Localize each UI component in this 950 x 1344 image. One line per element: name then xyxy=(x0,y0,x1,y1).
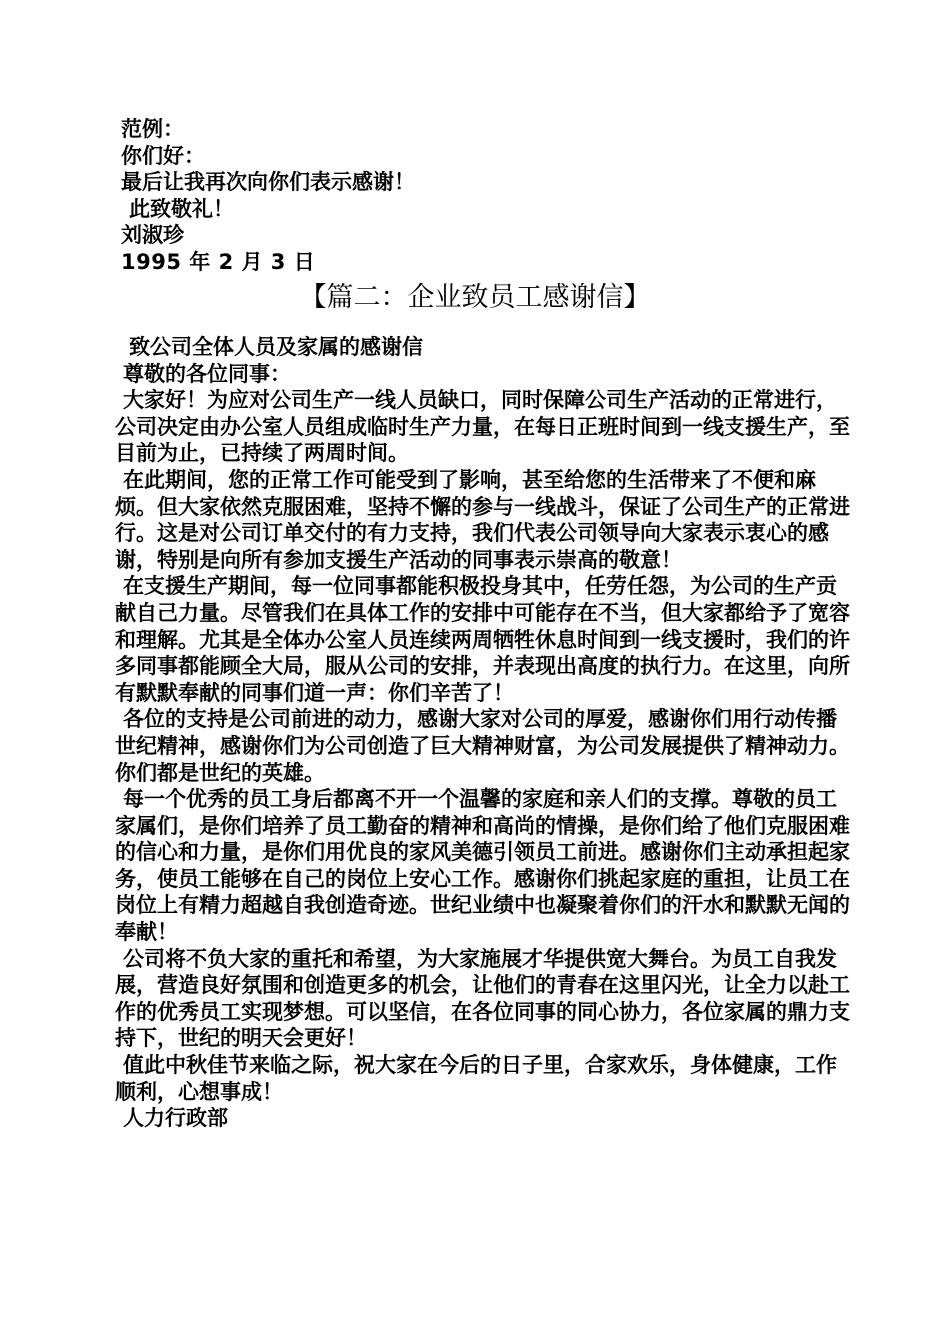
letter-paragraph: 大家好！为应对公司生产一线人员缺口，同时保障公司生产活动的正常进行，公司决定由办公室人员组成临时生产力量，在每日正班时间到一线支援生产，至目前为止，已持续了两周时间。 xyxy=(115,388,850,466)
example-label: 范例： xyxy=(121,117,184,141)
letter-date: 1995 年 2 月 3 日 xyxy=(121,249,316,274)
greeting-line: 你们好： xyxy=(121,143,205,168)
letter-paragraph: 各位的支持是公司前进的动力，感谢大家对公司的厚爱，感谢你们用行动传播世纪精神，感谢你们为公司创造了巨大精神财富，为公司发展提供了精神动力。你们都是世纪的英雄。 xyxy=(115,707,850,785)
letter-paragraph: 每一个优秀的员工身后都离不开一个温馨的家庭和亲人们的支撑。尊敬的员工家属们，是你们培养了员工勤奋的精神和高尚的情操，是你们给了他们克服困难的信心和力量，是你们用优良的家风美德引领员工前进。感谢你们主动承担起家务，使员工能够在自己的岗位上安心工作。感谢你们挑起家庭的重担，让员工在岗位上有精力超越自我创造奇迹。世纪业绩中也凝聚着你们的汗水和默默无闻的奉献！ xyxy=(115,787,850,945)
example-block xyxy=(121,116,841,275)
section-title: 【篇二：企业致员工感谢信】 xyxy=(299,282,651,313)
letter-paragraph: 在此期间，您的正常工作可能受到了影响，甚至给您的生活带来了不便和麻烦。但大家依然克服困难，坚持不懈的参与一线战斗，保证了公司生产的正常进行。这是对公司订单交付的有力支持，我们代表公司领导向大家表示衷心的感谢，特别是向所有参加支援生产活动的同事表示崇高的敬意！ xyxy=(115,467,850,572)
thanks-line: 最后让我再次向你们表示感谢！ xyxy=(121,170,415,194)
closing-line: 此致敬礼！ xyxy=(129,196,234,221)
letter-heading: 致公司全体人员及家属的感谢信 xyxy=(129,335,423,359)
letter-paragraph: 值此中秋佳节来临之际，祝大家在今后的日子里，合家欢乐，身体健康，工作顺利，心想事成！ xyxy=(115,1053,837,1104)
signer-name: 刘淑珍 xyxy=(121,223,184,247)
letter-salutation: 尊敬的各位同事： xyxy=(123,361,291,386)
letter-paragraph: 公司将不负大家的重托和希望，为大家施展才华提供宽大舞台。为员工自我发展，营造良好氛围和创造更多的机会，让他们的青春在这里闪光，让全力以赴工作的优秀员工实现梦想。可以坚信，在各位同事的同心协力，各位家属的鼎力支持下，世纪的明天会更好！ xyxy=(115,946,850,1051)
thank-you-letter xyxy=(115,334,850,1132)
letter-signature: 人力行政部 xyxy=(123,1106,228,1131)
letter-paragraph: 在支援生产期间，每一位同事都能积极投身其中，任劳任怨，为公司的生产贡献自己力量。尽管我们在具体工作的安排中可能存在不当，但大家都给予了宽容和理解。尤其是全体办公室人员连续两周牺牲休息时间到一线支援时，我们的许多同事都能顾全大局，服从公司的安排，并表现出高度的执行力。在这里，向所有默默奉献的同事们道一声：你们辛苦了！ xyxy=(115,574,850,705)
